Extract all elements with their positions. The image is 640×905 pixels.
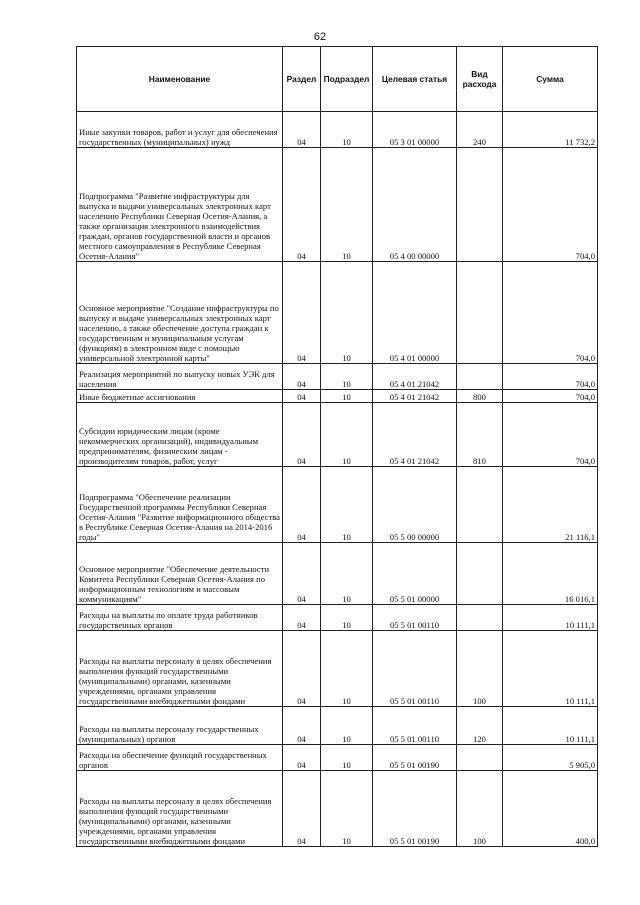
row-target: 05 5 01 00110	[373, 631, 457, 707]
row-subsection: 10	[321, 631, 373, 707]
row-expense-type	[457, 262, 503, 364]
row-sum: 5 905,0	[503, 745, 598, 771]
row-name: Реализация мероприятий по выпуску новых УЭК для населения	[77, 364, 283, 390]
row-sum: 11 732,2	[503, 112, 598, 148]
table-row	[77, 364, 598, 390]
row-expense-type	[457, 745, 503, 771]
row-target: 05 5 00 00000	[373, 467, 457, 543]
table-row	[77, 262, 598, 364]
row-expense-type: 810	[457, 403, 503, 467]
row-target: 05 4 01 21042	[373, 390, 457, 403]
row-section: 04	[283, 390, 321, 403]
row-target: 05 5 01 00110	[373, 605, 457, 631]
row-sum: 16 016,1	[503, 543, 598, 605]
row-target: 05 4 01 21042	[373, 364, 457, 390]
header-name: Наименование	[77, 47, 283, 112]
row-section: 04	[283, 262, 321, 364]
row-expense-type	[457, 467, 503, 543]
row-target: 05 4 01 00000	[373, 262, 457, 364]
page-number: 62	[313, 31, 327, 43]
row-subsection: 10	[321, 605, 373, 631]
row-name: Субсидии юридическим лицам (кроме некоммерческих организаций), индивидуальным предпринимателям, физическим лицам - производителям товаров, работ, услуг	[77, 403, 283, 467]
row-name: Основное мероприятие "Создание инфраструктуры по выпуску и выдаче универсальных электронных карт населению, а также обеспечение доступа граждан к государственным и муниципальным услугам (функциям) в электронном виде с помощью универсальной электронной карты"	[77, 262, 283, 364]
row-subsection: 10	[321, 467, 373, 543]
budget-table	[76, 46, 598, 847]
row-target: 05 5 01 00190	[373, 745, 457, 771]
row-section: 04	[283, 605, 321, 631]
table-row	[77, 403, 598, 467]
table-row	[77, 148, 598, 262]
row-target: 05 5 01 00000	[373, 543, 457, 605]
row-section: 04	[283, 403, 321, 467]
row-name: Основное мероприятие "Обеспечение деятельности Комитета Республики Северная Осетия-Алания по информационным технологиям и массовым коммуникациям"	[77, 543, 283, 605]
row-name: Расходы на выплаты персоналу в целях обеспечения выполнения функций государственными (муниципальными) органами, казенными учреждениями, органами управления государственными внебюджетными фондами	[77, 771, 283, 847]
table-header-row	[77, 47, 598, 112]
row-section: 04	[283, 112, 321, 148]
row-name: Подпрограмма "Развитие инфраструктуры для выпуска и выдачи универсальных электронных карт населению Республики Северная Осетия-Алания, а также организация электронного взаимодействия граждан, органов государственной власти и органов местного самоуправления в Республике Северная Осетия-Алания"	[77, 148, 283, 262]
table-row	[77, 390, 598, 403]
row-expense-type: 100	[457, 771, 503, 847]
row-name: Иные закупки товаров, работ и услуг для обеспечения государственных (муниципальных) нужд	[77, 112, 283, 148]
row-target: 05 3 01 00000	[373, 112, 457, 148]
row-name: Расходы на выплаты персоналу в целях обеспечения выполнения функций государственными (муниципальными) органами, казенными учреждениями, органами управления государственными внебюджетными фондами	[77, 631, 283, 707]
row-sum: 704,0	[503, 364, 598, 390]
row-subsection: 10	[321, 148, 373, 262]
row-section: 04	[283, 745, 321, 771]
row-sum: 704,0	[503, 148, 598, 262]
row-name: Подпрограмма "Обеспечение реализации Государственной программы Республики Северная Осетия-Алания "Развитие информационного общества в Республике Северная Осетия-Алания на 2014-2016 годы"	[77, 467, 283, 543]
row-expense-type: 800	[457, 390, 503, 403]
row-subsection: 10	[321, 262, 373, 364]
row-expense-type	[457, 364, 503, 390]
row-sum: 10 111,1	[503, 707, 598, 745]
table-row	[77, 707, 598, 745]
header-subsection: Подраздел	[321, 47, 373, 112]
row-sum: 704,0	[503, 390, 598, 403]
row-sum: 400,0	[503, 771, 598, 847]
row-target: 05 4 01 21042	[373, 403, 457, 467]
row-expense-type: 240	[457, 112, 503, 148]
row-subsection: 10	[321, 771, 373, 847]
row-section: 04	[283, 364, 321, 390]
table-row	[77, 631, 598, 707]
row-sum: 704,0	[503, 403, 598, 467]
row-subsection: 10	[321, 390, 373, 403]
table-row	[77, 771, 598, 847]
header-expense-type: Вид расхода	[457, 47, 503, 112]
row-subsection: 10	[321, 745, 373, 771]
row-name: Расходы на обеспечение функций государственных органов	[77, 745, 283, 771]
row-name: Расходы на выплаты персоналу государственных (муниципальных) органов	[77, 707, 283, 745]
header-sum: Сумма	[503, 47, 598, 112]
row-sum: 21 116,1	[503, 467, 598, 543]
header-section: Раздел	[283, 47, 321, 112]
row-target: 05 5 01 00190	[373, 771, 457, 847]
table-row	[77, 543, 598, 605]
row-subsection: 10	[321, 403, 373, 467]
row-expense-type	[457, 605, 503, 631]
row-section: 04	[283, 148, 321, 262]
row-name: Иные бюджетные ассигнования	[77, 390, 283, 403]
row-subsection: 10	[321, 543, 373, 605]
table-row	[77, 745, 598, 771]
row-section: 04	[283, 631, 321, 707]
row-sum: 704,0	[503, 262, 598, 364]
header-target: Целевая статья	[373, 47, 457, 112]
row-sum: 10 111,1	[503, 605, 598, 631]
row-section: 04	[283, 707, 321, 745]
row-subsection: 10	[321, 707, 373, 745]
row-sum: 10 111,1	[503, 631, 598, 707]
row-section: 04	[283, 467, 321, 543]
table-row	[77, 112, 598, 148]
row-subsection: 10	[321, 364, 373, 390]
row-expense-type	[457, 543, 503, 605]
table-row	[77, 467, 598, 543]
row-target: 05 4 00 00000	[373, 148, 457, 262]
row-name: Расходы на выплаты по оплате труда работников государственных органов	[77, 605, 283, 631]
table-row	[77, 605, 598, 631]
row-expense-type: 120	[457, 707, 503, 745]
row-subsection: 10	[321, 112, 373, 148]
row-target: 05 5 01 00110	[373, 707, 457, 745]
row-expense-type	[457, 148, 503, 262]
row-section: 04	[283, 543, 321, 605]
row-expense-type: 100	[457, 631, 503, 707]
row-section: 04	[283, 771, 321, 847]
